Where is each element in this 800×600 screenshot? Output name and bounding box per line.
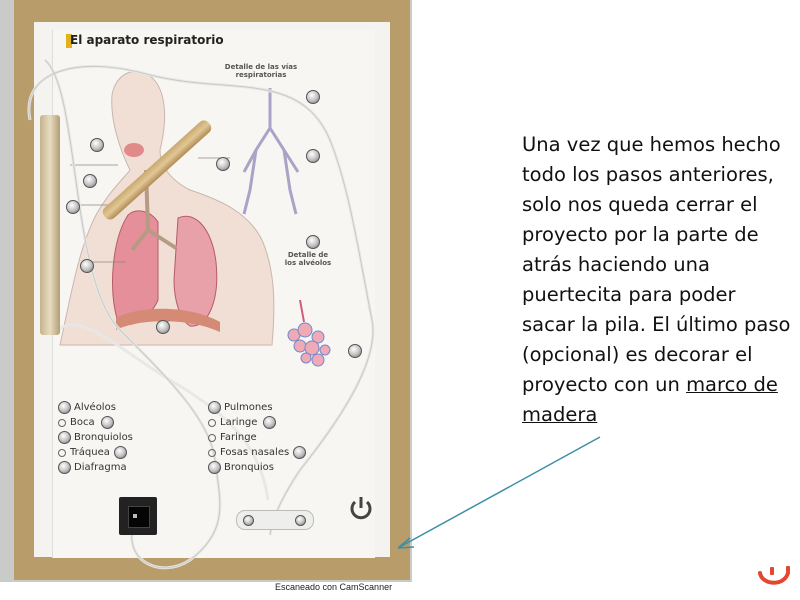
instruction-text: Una vez que hemos hecho todo los pasos anteriores, solo nos queda cerrar el proyecto por la parte de atrás haciendo una puertecita para poder sacar la pila. El último paso (opcional) es decorar el proyecto con un marco de madera	[522, 133, 791, 426]
inset-label-airways: Detalle de las vías respiratorias	[224, 63, 298, 79]
legend-item: Faringe	[208, 430, 309, 445]
legend-item: Diafragma	[58, 460, 133, 475]
legend-item: Tráquea	[58, 445, 133, 460]
logo-icon	[754, 563, 794, 591]
legend-item: Fosas nasales	[208, 445, 309, 460]
scanner-watermark: Escaneado con CamScanner	[275, 582, 393, 592]
legend-item: Bronquiolos	[58, 430, 133, 445]
legend-item: Pulmones	[208, 400, 309, 415]
underlined-phrase: marco de madera	[522, 373, 778, 426]
legend-item: Bronquios	[208, 460, 309, 475]
legend-item: Boca	[58, 415, 133, 430]
inset-label-alveoli: Detalle de los alvéolos	[284, 251, 332, 267]
poster-title: El aparato respiratorio	[70, 33, 224, 47]
legend-item: Alvéolos	[58, 400, 133, 415]
legend-item: Laringe	[208, 415, 309, 430]
